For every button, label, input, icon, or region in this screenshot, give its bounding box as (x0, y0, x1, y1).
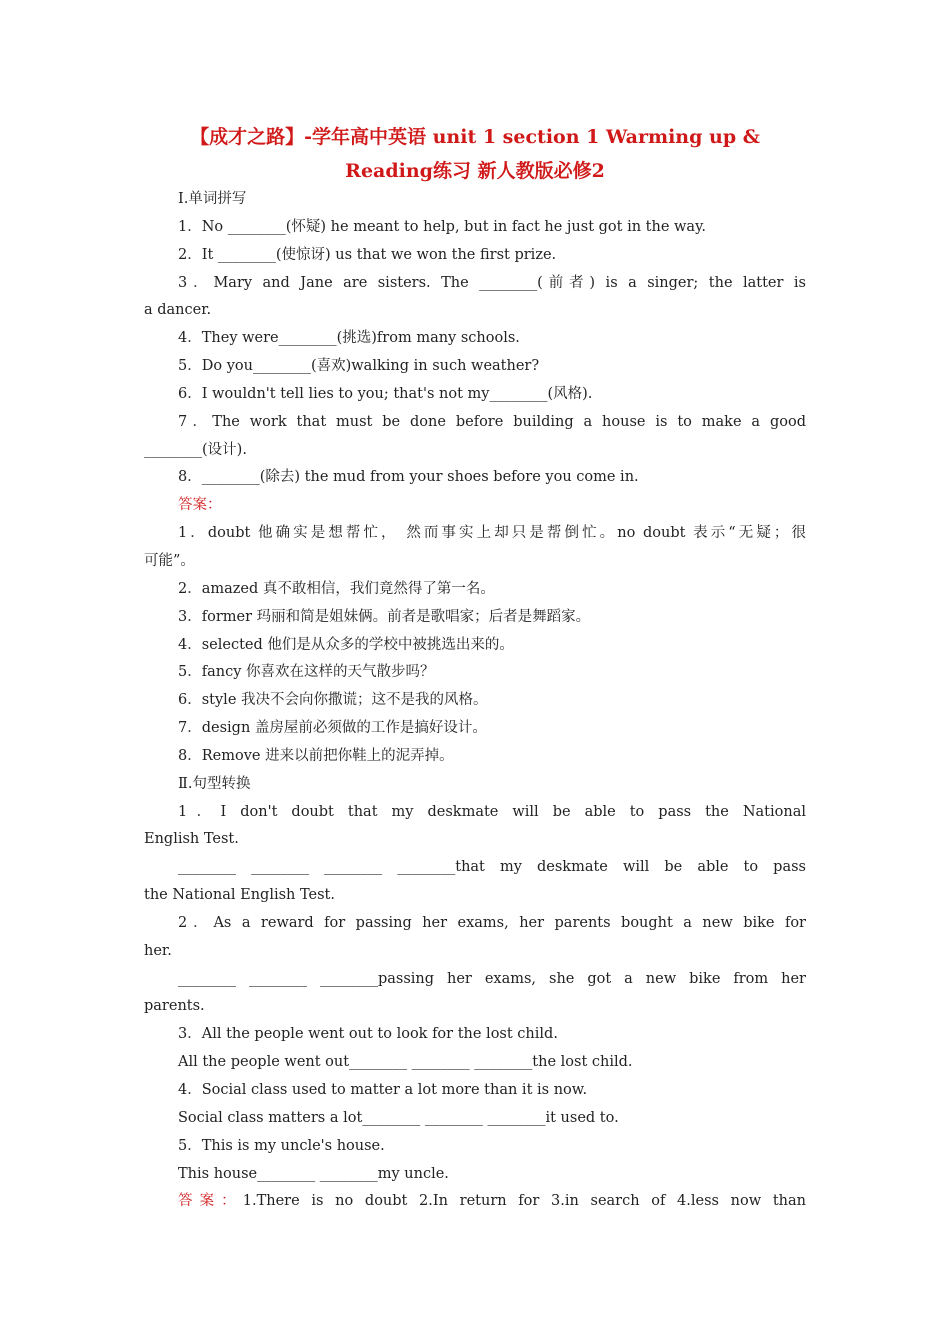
question-continuation: a dancer. (144, 302, 212, 319)
question-rewrite: All the people went out________ ________ ________the lost child. (178, 1054, 633, 1071)
question-item: 7．The work that must be done before building a house is to make a good (178, 413, 806, 430)
question-continuation: the National English Test. (144, 887, 335, 904)
question-item: 2．As a reward for passing her exams, her parents bought a new bike for (178, 914, 806, 931)
question-continuation: ________(设计). (144, 441, 247, 458)
document-body (144, 186, 806, 1216)
question-rewrite: ________ ________ ________passing her exams, she got a new bike from her (178, 970, 806, 987)
question-item: 1．No ________(怀疑) he meant to help, but in fact he just got in the way. (178, 218, 706, 235)
question-item: 8．________(除去) the mud from your shoes before you come in. (178, 469, 639, 486)
question-item: 4．They were________(挑选)from many schools. (178, 330, 520, 347)
answer-label: 答案： (178, 1193, 243, 1210)
answer-text: 1.There is no doubt 2.In return for 3.in search of 4.less now than (242, 1193, 806, 1210)
question-continuation: her. (144, 942, 172, 959)
question-item: 3．All the people went out to look for the lost child. (178, 1026, 558, 1043)
question-continuation: parents. (144, 998, 205, 1015)
question-item: 1．I don't doubt that my deskmate will be able to pass the National (178, 803, 806, 820)
question-item: 6．I wouldn't tell lies to you; that's not my________(风格). (178, 385, 593, 402)
section-heading: Ⅰ.单词拼写 (178, 191, 247, 207)
answer-item: 1．doubt 他确实是想帮忙， 然而事实上却只是帮倒忙。no doubt 表示“无疑；很 (178, 525, 806, 542)
document-title (140, 120, 810, 188)
answer-continuation: 可能”。 (144, 552, 195, 569)
question-item: 3．Mary and Jane are sisters. The ________(前者) is a singer; the latter is (178, 274, 806, 291)
answer-item: 2．amazed 真不敢相信，我们竟然得了第一名。 (178, 580, 495, 597)
title-line-1: 【成才之路】-学年高中英语 unit 1 section 1 Warming up & (190, 126, 760, 148)
answer-item: 4．selected 他们是从众多的学校中被挑选出来的。 (178, 636, 514, 653)
question-item: 4．Social class used to matter a lot more than it is now. (178, 1082, 588, 1098)
answer-line (144, 1188, 806, 1216)
answer-item: 5．fancy 你喜欢在这样的天气散步吗？ (178, 664, 435, 681)
question-item: 2．It ________(使惊讶) us that we won the first prize. (178, 246, 557, 263)
question-item: 5．This is my uncle's house. (178, 1137, 385, 1154)
question-rewrite: This house________ ________my uncle. (178, 1165, 449, 1182)
answer-item: 8．Remove 进来以前把你鞋上的泥弄掉。 (178, 747, 454, 764)
answer-label: 答案： (178, 497, 222, 514)
question-item: 5．Do you________(喜欢)walking in such weather? (178, 358, 540, 375)
answer-item: 3．former 玛丽和简是姐妹俩。前者是歌唱家；后者是舞蹈家。 (178, 608, 591, 625)
answer-item: 6．style 我决不会向你撒谎；这不是我的风格。 (178, 692, 488, 709)
question-continuation: English Test. (144, 831, 239, 848)
title-line-2: Reading练习 新人教版必修2 (345, 160, 605, 182)
question-rewrite: ________ ________ ________ ________that my deskmate will be able to pass (178, 859, 806, 876)
answer-item: 7．design 盖房屋前必须做的工作是搞好设计。 (178, 720, 487, 737)
question-rewrite: Social class matters a lot________ ________ ________it used to. (178, 1109, 619, 1126)
section-heading: Ⅱ.句型转换 (178, 775, 251, 792)
